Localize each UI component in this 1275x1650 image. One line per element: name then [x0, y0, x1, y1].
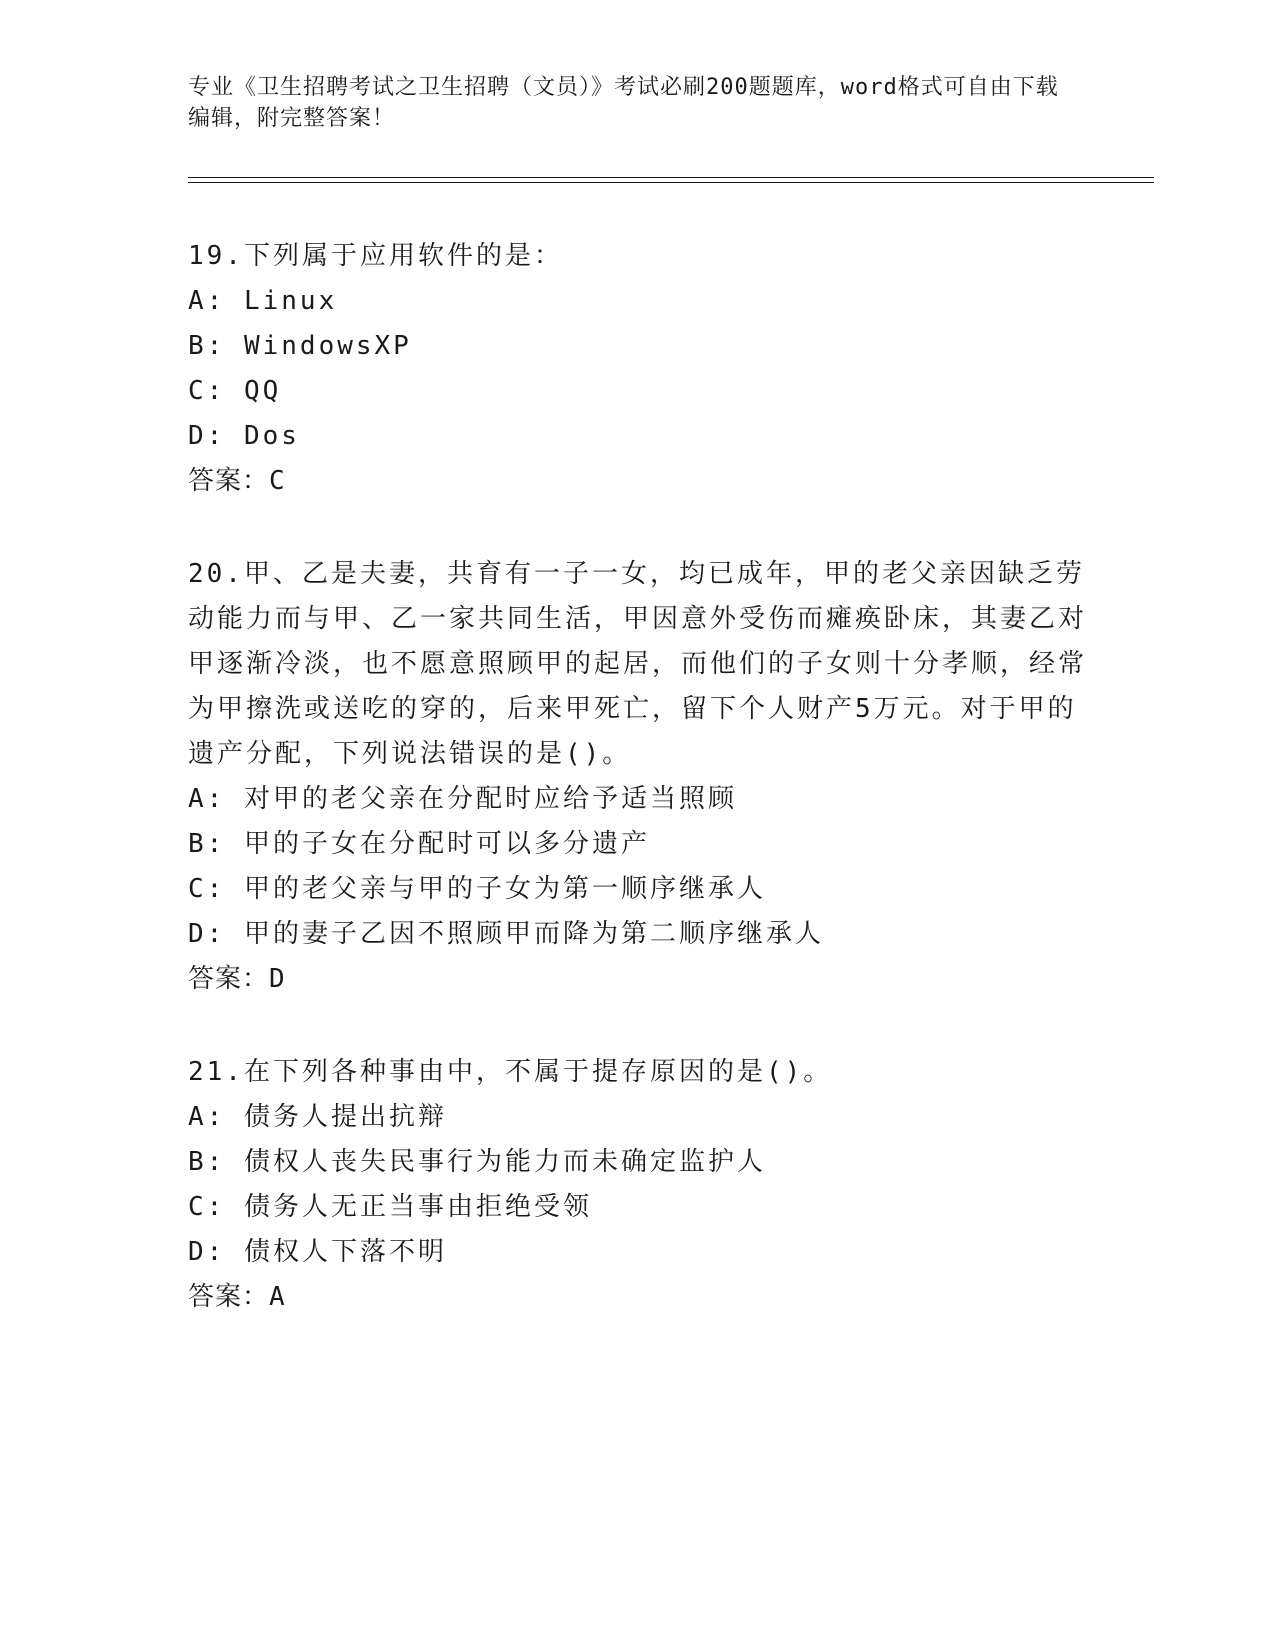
question-20	[188, 552, 1088, 1001]
option-d: D: Dos	[188, 421, 300, 451]
option-a: A: Linux	[188, 286, 338, 316]
header-divider-top	[188, 177, 1154, 178]
option-b: B: WindowsXP	[188, 331, 412, 361]
question-stem: 19.下列属于应用软件的是：	[188, 241, 563, 271]
option-c: C: 甲的老父亲与甲的子女为第一顺序继承人	[188, 874, 766, 904]
option-b: B: 甲的子女在分配时可以多分遗产	[188, 829, 650, 859]
answer: 答案：D	[188, 964, 286, 994]
question-19	[188, 234, 1088, 503]
option-a: A: 对甲的老父亲在分配时应给予适当照顾	[188, 784, 737, 814]
question-stem: 21.在下列各种事由中，不属于提存原因的是()。	[188, 1057, 833, 1087]
option-d: D: 债权人下落不明	[188, 1237, 447, 1267]
question-stem: 20.甲、乙是夫妻，共育有一子一女，均已成年，甲的老父亲因缺乏劳动能力而与甲、乙一家共同生活，甲因意外受伤而瘫痪卧床，其妻乙对甲逐渐冷淡，也不愿意照顾甲的起居，而他们的子女则十分孝顺，经常为甲擦洗或送吃的穿的，后来甲死亡，留下个人财产5万元。对于甲的遗产分配，下列说法错误的是()。	[188, 559, 1088, 769]
option-c: C: 债务人无正当事由拒绝受领	[188, 1192, 592, 1222]
document-header: 专业《卫生招聘考试之卫生招聘（文员）》考试必刷200题题库，word格式可自由下载编辑，附完整答案！	[188, 75, 1059, 131]
header-divider-bottom	[188, 182, 1154, 183]
question-21	[188, 1050, 1088, 1319]
option-c: C: QQ	[188, 376, 282, 406]
answer: 答案：A	[188, 1282, 286, 1312]
option-a: A: 债务人提出抗辩	[188, 1102, 447, 1132]
option-b: B: 债权人丧失民事行为能力而未确定监护人	[188, 1147, 766, 1177]
answer: 答案：C	[188, 466, 286, 496]
option-d: D: 甲的妻子乙因不照顾甲而降为第二顺序继承人	[188, 919, 824, 949]
